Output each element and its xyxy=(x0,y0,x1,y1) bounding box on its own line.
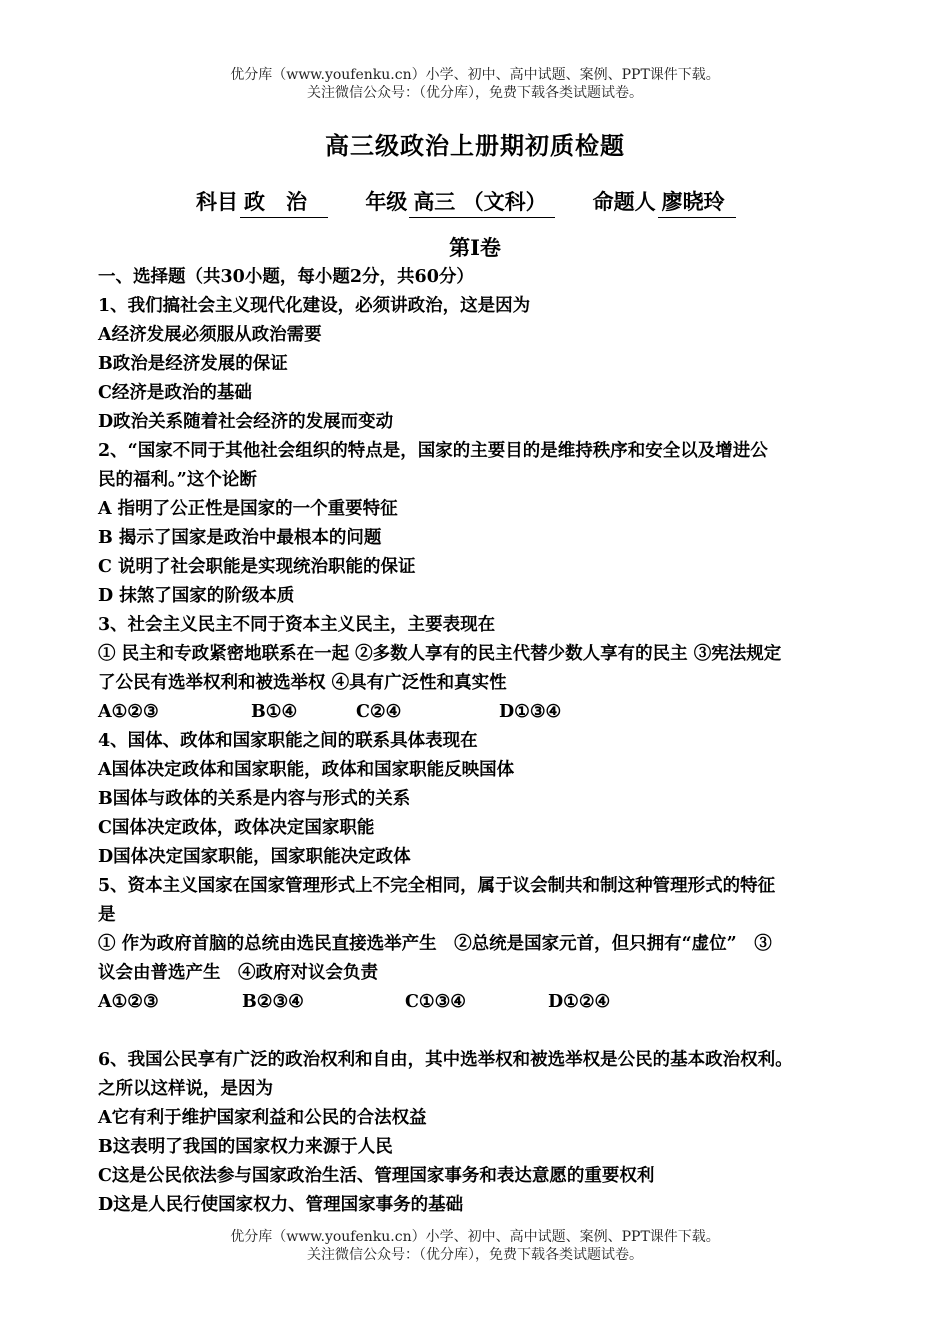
q4-stem: 4、国体、政体和国家职能之间的联系具体表现在 xyxy=(98,731,478,751)
q5-items-line-2: 议会由普选产生 ④政府对议会负责 xyxy=(98,963,378,983)
exam-meta xyxy=(196,186,736,218)
subject-value: 政 治 xyxy=(240,186,328,218)
q1-option-b: B政治是经济发展的保证 xyxy=(98,354,288,374)
q2-option-b: B 揭示了国家是政治中最根本的问题 xyxy=(98,528,382,548)
q2-option-d: D 抹煞了国家的阶级本质 xyxy=(98,586,295,606)
q1-option-a: A经济发展必须服从政治需要 xyxy=(98,325,322,345)
q1-option-d: D政治关系随着社会经济的发展而变动 xyxy=(98,412,394,432)
header-line-2: 关注微信公众号：（优分库），免费下载各类试题试卷。 xyxy=(307,85,643,101)
q5-choice-b: B②③④ xyxy=(242,992,304,1012)
author-value: 廖晓玲 xyxy=(658,186,736,218)
q4-option-d: D国体决定国家职能，国家职能决定政体 xyxy=(98,847,411,867)
author-label: 命题人 xyxy=(592,189,656,214)
q1-option-c: C经济是政治的基础 xyxy=(98,383,252,403)
q4-option-a: A国体决定政体和国家职能，政体和国家职能反映国体 xyxy=(98,760,515,780)
spacer xyxy=(98,1017,864,1046)
q3-choice-d: D①③④ xyxy=(499,702,562,722)
q3-stem: 3、社会主义民主不同于资本主义民主，主要表现在 xyxy=(98,615,496,635)
volume-heading: 第Ⅰ卷 xyxy=(449,235,501,260)
q4-option-c: C国体决定政体，政体决定国家职能 xyxy=(98,818,375,838)
q6-stem-line-2: 之所以这样说，是因为 xyxy=(98,1079,273,1099)
section-heading: 一、选择题（共30小题，每小题2分，共60分） xyxy=(98,267,474,287)
grade-value: 高三 （文科） xyxy=(409,186,555,218)
q3-choice-c: C②④ xyxy=(356,702,402,722)
question-list xyxy=(98,263,864,1220)
q1-stem: 1、我们搞社会主义现代化建设，必须讲政治，这是因为 xyxy=(98,296,531,316)
q5-stem-line-2: 是 xyxy=(98,905,116,925)
q6-option-d: D这是人民行使国家权力、管理国家事务的基础 xyxy=(98,1195,464,1215)
q3-choice-b: B①④ xyxy=(251,702,298,722)
page-header xyxy=(0,66,950,102)
q5-choice-c: C①③④ xyxy=(405,992,466,1012)
q2-option-c: C 说明了社会职能是实现统治职能的保证 xyxy=(98,557,416,577)
document-title: 高三级政治上册期初质检题 xyxy=(325,131,625,160)
grade-label: 年级 xyxy=(365,189,408,214)
q3-items-line-1: ① 民主和专政紧密地联系在一起 ②多数人享有的民主代替少数人享有的民主 ③宪法规定 xyxy=(98,644,782,664)
q6-option-b: B这表明了我国的国家权力来源于人民 xyxy=(98,1137,393,1157)
q4-option-b: B国体与政体的关系是内容与形式的关系 xyxy=(98,789,411,809)
q2-stem-line-2: 民的福利。”这个论断 xyxy=(98,470,257,490)
q5-choice-a: A①②③ xyxy=(98,992,159,1012)
subject-label: 科目 xyxy=(196,189,238,214)
q5-stem-line-1: 5、资本主义国家在国家管理形式上不完全相同，属于议会制共和制这种管理形式的特征 xyxy=(98,876,776,896)
footer-line-1: 优分库（www.youfenku.cn）小学、初中、高中试题、案例、PPT课件下载。 xyxy=(230,1229,720,1245)
q5-items-line-1: ① 作为政府首脑的总统由选民直接选举产生 ②总统是国家元首，但只拥有“虚位” ③ xyxy=(98,934,772,954)
q2-stem-line-1: 2、“国家不同于其他社会组织的特点是，国家的主要目的是维持秩序和安全以及增进公 xyxy=(98,441,768,461)
q3-choice-a: A①②③ xyxy=(98,702,159,722)
q2-option-a: A 指明了公正性是国家的一个重要特征 xyxy=(98,499,398,519)
header-line-1: 优分库（www.youfenku.cn）小学、初中、高中试题、案例、PPT课件下载。 xyxy=(230,67,720,83)
page-footer xyxy=(0,1228,950,1264)
footer-line-2: 关注微信公众号：（优分库），免费下载各类试题试卷。 xyxy=(307,1247,643,1263)
q3-choices xyxy=(98,698,864,727)
q6-option-a: A它有利于维护国家利益和公民的合法权益 xyxy=(98,1108,427,1128)
q3-items-line-2: 了公民有选举权利和被选举权 ④具有广泛性和真实性 xyxy=(98,673,507,693)
q6-stem-line-1: 6、我国公民享有广泛的政治权利和自由，其中选举权和被选举权是公民的基本政治权利。 xyxy=(98,1050,793,1070)
q6-option-c: C这是公民依法参与国家政治生活、管理国家事务和表达意愿的重要权利 xyxy=(98,1166,655,1186)
q5-choices xyxy=(98,988,864,1017)
q5-choice-d: D①②④ xyxy=(548,992,611,1012)
